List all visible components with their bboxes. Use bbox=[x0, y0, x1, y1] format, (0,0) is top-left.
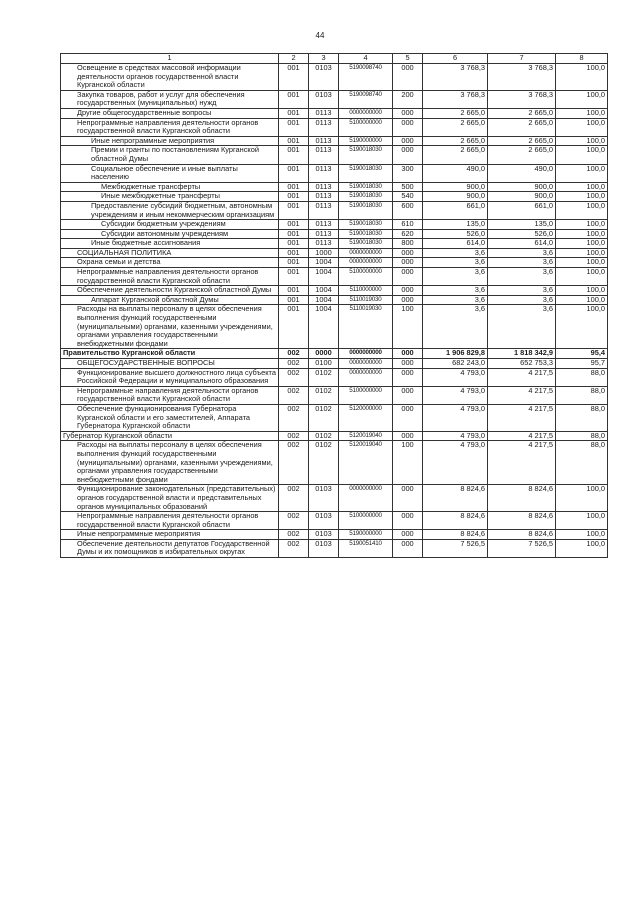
section-code: 0103 bbox=[309, 485, 339, 512]
section-code: 0113 bbox=[309, 192, 339, 202]
expense-type-code: 540 bbox=[393, 192, 423, 202]
planned-amount: 3,6 bbox=[423, 305, 488, 349]
executed-amount: 2 665,0 bbox=[488, 108, 556, 118]
planned-amount: 3,6 bbox=[423, 295, 488, 305]
table-row bbox=[61, 182, 608, 192]
executed-amount: 3 768,3 bbox=[488, 64, 556, 91]
expense-type-code: 000 bbox=[393, 295, 423, 305]
header-cell: 4 bbox=[339, 54, 393, 64]
table-row bbox=[61, 201, 608, 219]
row-name: Охрана семьи и детства bbox=[61, 258, 279, 268]
execution-percent: 88,0 bbox=[556, 431, 608, 441]
expense-type-code: 100 bbox=[393, 305, 423, 349]
department-code: 002 bbox=[279, 431, 309, 441]
executed-amount: 3,6 bbox=[488, 295, 556, 305]
expense-type-code: 000 bbox=[393, 485, 423, 512]
target-article-code: 5190051410 bbox=[339, 539, 393, 557]
executed-amount: 1 818 342,9 bbox=[488, 349, 556, 359]
table-row bbox=[61, 146, 608, 164]
planned-amount: 900,0 bbox=[423, 182, 488, 192]
department-code: 001 bbox=[279, 248, 309, 258]
department-code: 001 bbox=[279, 201, 309, 219]
expense-type-code: 000 bbox=[393, 268, 423, 286]
executed-amount: 2 665,0 bbox=[488, 146, 556, 164]
section-code: 0102 bbox=[309, 404, 339, 431]
target-article-code: 5110019030 bbox=[339, 305, 393, 349]
expense-type-code: 000 bbox=[393, 286, 423, 296]
planned-amount: 3,6 bbox=[423, 268, 488, 286]
section-code: 0113 bbox=[309, 108, 339, 118]
execution-percent: 100,0 bbox=[556, 258, 608, 268]
planned-amount: 7 526,5 bbox=[423, 539, 488, 557]
execution-percent: 100,0 bbox=[556, 530, 608, 540]
department-code: 001 bbox=[279, 229, 309, 239]
planned-amount: 135,0 bbox=[423, 220, 488, 230]
expense-type-code: 000 bbox=[393, 64, 423, 91]
row-name: Субсидии автономным учреждениям bbox=[61, 229, 279, 239]
executed-amount: 661,0 bbox=[488, 201, 556, 219]
department-code: 001 bbox=[279, 295, 309, 305]
section-code: 1004 bbox=[309, 258, 339, 268]
execution-percent: 100,0 bbox=[556, 146, 608, 164]
target-article-code: 5100000000 bbox=[339, 268, 393, 286]
department-code: 001 bbox=[279, 136, 309, 146]
row-name: Обеспечение функционирования Губернатора Курганской области и его заместителей, Аппарата Губернатора Курганской области bbox=[61, 404, 279, 431]
executed-amount: 4 217,5 bbox=[488, 386, 556, 404]
table-row-department-total bbox=[61, 349, 608, 359]
table-row bbox=[61, 220, 608, 230]
target-article-code: 5190000000 bbox=[339, 136, 393, 146]
section-code: 1004 bbox=[309, 295, 339, 305]
target-article-code: 5190018030 bbox=[339, 164, 393, 182]
execution-percent: 95,7 bbox=[556, 359, 608, 369]
executed-amount: 652 753,3 bbox=[488, 359, 556, 369]
department-code: 002 bbox=[279, 349, 309, 359]
target-article-code: 5120000000 bbox=[339, 404, 393, 431]
planned-amount: 3 768,3 bbox=[423, 64, 488, 91]
table-row bbox=[61, 248, 608, 258]
execution-percent: 88,0 bbox=[556, 386, 608, 404]
table-row bbox=[61, 118, 608, 136]
execution-percent: 100,0 bbox=[556, 201, 608, 219]
execution-percent: 88,0 bbox=[556, 441, 608, 485]
expense-type-code: 000 bbox=[393, 146, 423, 164]
executed-amount: 3,6 bbox=[488, 248, 556, 258]
department-code: 001 bbox=[279, 192, 309, 202]
row-name: Межбюджетные трансферты bbox=[61, 182, 279, 192]
target-article-code: 5190018030 bbox=[339, 220, 393, 230]
section-code: 0102 bbox=[309, 431, 339, 441]
budget-table bbox=[60, 53, 608, 558]
table-row bbox=[61, 530, 608, 540]
section-code: 0000 bbox=[309, 349, 339, 359]
planned-amount: 2 665,0 bbox=[423, 118, 488, 136]
target-article-code: 0000000000 bbox=[339, 349, 393, 359]
planned-amount: 4 793,0 bbox=[423, 404, 488, 431]
execution-percent: 100,0 bbox=[556, 295, 608, 305]
department-code: 001 bbox=[279, 220, 309, 230]
executed-amount: 3,6 bbox=[488, 268, 556, 286]
table-row bbox=[61, 192, 608, 202]
expense-type-code: 600 bbox=[393, 201, 423, 219]
row-name: Правительство Курганской области bbox=[61, 349, 279, 359]
header-cell: 7 bbox=[488, 54, 556, 64]
department-code: 001 bbox=[279, 108, 309, 118]
row-name: Расходы на выплаты персоналу в целях обеспечения выполнения функций государственными (муниципальными) органами, казенными учреждениями, органами управления государственными внебюджетными фондами bbox=[61, 441, 279, 485]
expense-type-code: 000 bbox=[393, 349, 423, 359]
planned-amount: 8 824,6 bbox=[423, 485, 488, 512]
table-row bbox=[61, 441, 608, 485]
department-code: 002 bbox=[279, 404, 309, 431]
planned-amount: 4 793,0 bbox=[423, 386, 488, 404]
execution-percent: 100,0 bbox=[556, 108, 608, 118]
target-article-code: 5110000000 bbox=[339, 286, 393, 296]
row-name: Функционирование законодательных (представительных) органов государственной власти и представительных органов муниципальных образований bbox=[61, 485, 279, 512]
row-name: Другие общегосударственные вопросы bbox=[61, 108, 279, 118]
section-code: 0113 bbox=[309, 136, 339, 146]
row-name: Премии и гранты по постановлениям Курганской областной Думы bbox=[61, 146, 279, 164]
row-name: Обеспечение деятельности депутатов Государственной Думы и их помощников в избирательных округах bbox=[61, 539, 279, 557]
row-name: Функционирование высшего должностного лица субъекта Российской Федерации и муниципального образования bbox=[61, 368, 279, 386]
page-number: 44 bbox=[315, 31, 325, 40]
section-code: 0103 bbox=[309, 64, 339, 91]
table-row bbox=[61, 268, 608, 286]
executed-amount: 8 824,6 bbox=[488, 530, 556, 540]
execution-percent: 100,0 bbox=[556, 248, 608, 258]
table-row bbox=[61, 386, 608, 404]
executed-amount: 4 217,5 bbox=[488, 368, 556, 386]
section-code: 0100 bbox=[309, 359, 339, 369]
planned-amount: 8 824,6 bbox=[423, 530, 488, 540]
target-article-code: 0000000000 bbox=[339, 108, 393, 118]
section-code: 0102 bbox=[309, 368, 339, 386]
executed-amount: 3 768,3 bbox=[488, 90, 556, 108]
execution-percent: 100,0 bbox=[556, 286, 608, 296]
row-name: Непрограммные направления деятельности органов государственной власти Курганской области bbox=[61, 268, 279, 286]
target-article-code: 5190018030 bbox=[339, 239, 393, 249]
department-code: 002 bbox=[279, 530, 309, 540]
execution-percent: 100,0 bbox=[556, 485, 608, 512]
target-article-code: 5190000000 bbox=[339, 530, 393, 540]
expense-type-code: 200 bbox=[393, 90, 423, 108]
planned-amount: 1 906 829,8 bbox=[423, 349, 488, 359]
executed-amount: 8 824,6 bbox=[488, 512, 556, 530]
execution-percent: 100,0 bbox=[556, 512, 608, 530]
department-code: 002 bbox=[279, 485, 309, 512]
execution-percent: 100,0 bbox=[556, 239, 608, 249]
table-row bbox=[61, 286, 608, 296]
planned-amount: 2 665,0 bbox=[423, 136, 488, 146]
table-row bbox=[61, 404, 608, 431]
header-cell: 2 bbox=[279, 54, 309, 64]
expense-type-code: 000 bbox=[393, 431, 423, 441]
execution-percent: 100,0 bbox=[556, 268, 608, 286]
execution-percent: 100,0 bbox=[556, 118, 608, 136]
row-name: Иные непрограммные мероприятия bbox=[61, 136, 279, 146]
execution-percent: 100,0 bbox=[556, 90, 608, 108]
department-code: 002 bbox=[279, 359, 309, 369]
section-code: 0103 bbox=[309, 90, 339, 108]
expense-type-code: 100 bbox=[393, 441, 423, 485]
planned-amount: 4 793,0 bbox=[423, 368, 488, 386]
target-article-code: 0000000000 bbox=[339, 258, 393, 268]
header-cell: 3 bbox=[309, 54, 339, 64]
row-name: Освещение в средствах массовой информации деятельности органов государственной власти Курганской области bbox=[61, 64, 279, 91]
planned-amount: 614,0 bbox=[423, 239, 488, 249]
target-article-code: 5190018030 bbox=[339, 201, 393, 219]
section-code: 0113 bbox=[309, 201, 339, 219]
target-article-code: 5190098740 bbox=[339, 90, 393, 108]
executed-amount: 4 217,5 bbox=[488, 404, 556, 431]
target-article-code: 5110019030 bbox=[339, 295, 393, 305]
department-code: 001 bbox=[279, 146, 309, 164]
department-code: 002 bbox=[279, 441, 309, 485]
table-row bbox=[61, 368, 608, 386]
executed-amount: 8 824,6 bbox=[488, 485, 556, 512]
planned-amount: 2 665,0 bbox=[423, 108, 488, 118]
row-name: Социальное обеспечение и иные выплаты населению bbox=[61, 164, 279, 182]
department-code: 001 bbox=[279, 286, 309, 296]
execution-percent: 88,0 bbox=[556, 404, 608, 431]
target-article-code: 0000000000 bbox=[339, 368, 393, 386]
expense-type-code: 500 bbox=[393, 182, 423, 192]
target-article-code: 5100000000 bbox=[339, 512, 393, 530]
department-code: 001 bbox=[279, 90, 309, 108]
planned-amount: 661,0 bbox=[423, 201, 488, 219]
planned-amount: 2 665,0 bbox=[423, 146, 488, 164]
executed-amount: 3,6 bbox=[488, 305, 556, 349]
section-code: 0113 bbox=[309, 164, 339, 182]
target-article-code: 5120019040 bbox=[339, 431, 393, 441]
target-article-code: 5190018030 bbox=[339, 229, 393, 239]
execution-percent: 100,0 bbox=[556, 182, 608, 192]
department-code: 001 bbox=[279, 268, 309, 286]
execution-percent: 100,0 bbox=[556, 64, 608, 91]
expense-type-code: 000 bbox=[393, 512, 423, 530]
executed-amount: 490,0 bbox=[488, 164, 556, 182]
row-name: Аппарат Курганской областной Думы bbox=[61, 295, 279, 305]
table-row bbox=[61, 239, 608, 249]
row-name: Иные межбюджетные трансферты bbox=[61, 192, 279, 202]
section-code: 0102 bbox=[309, 441, 339, 485]
section-code: 0103 bbox=[309, 539, 339, 557]
header-cell: 5 bbox=[393, 54, 423, 64]
header-cell: 8 bbox=[556, 54, 608, 64]
planned-amount: 4 793,0 bbox=[423, 441, 488, 485]
department-code: 001 bbox=[279, 258, 309, 268]
row-name: Субсидии бюджетным учреждениям bbox=[61, 220, 279, 230]
row-name: Закупка товаров, работ и услуг для обеспечения государственных (муниципальных) нужд bbox=[61, 90, 279, 108]
row-name: Иные непрограммные мероприятия bbox=[61, 530, 279, 540]
planned-amount: 4 793,0 bbox=[423, 431, 488, 441]
department-code: 002 bbox=[279, 368, 309, 386]
table-row bbox=[61, 108, 608, 118]
table-row bbox=[61, 258, 608, 268]
expense-type-code: 000 bbox=[393, 368, 423, 386]
section-code: 0113 bbox=[309, 118, 339, 136]
section-code: 1000 bbox=[309, 248, 339, 258]
section-code: 0113 bbox=[309, 220, 339, 230]
expense-type-code: 000 bbox=[393, 386, 423, 404]
section-code: 0102 bbox=[309, 386, 339, 404]
planned-amount: 900,0 bbox=[423, 192, 488, 202]
target-article-code: 5190018030 bbox=[339, 182, 393, 192]
target-article-code: 5100000000 bbox=[339, 386, 393, 404]
expense-type-code: 620 bbox=[393, 229, 423, 239]
expense-type-code: 000 bbox=[393, 258, 423, 268]
planned-amount: 8 824,6 bbox=[423, 512, 488, 530]
header-row bbox=[61, 54, 608, 64]
execution-percent: 100,0 bbox=[556, 192, 608, 202]
expense-type-code: 000 bbox=[393, 108, 423, 118]
planned-amount: 3 768,3 bbox=[423, 90, 488, 108]
execution-percent: 100,0 bbox=[556, 539, 608, 557]
table-row bbox=[61, 229, 608, 239]
expense-type-code: 000 bbox=[393, 118, 423, 136]
executed-amount: 2 665,0 bbox=[488, 136, 556, 146]
expense-type-code: 000 bbox=[393, 530, 423, 540]
row-name: Непрограммные направления деятельности органов государственной власти Курганской области bbox=[61, 512, 279, 530]
department-code: 001 bbox=[279, 64, 309, 91]
expense-type-code: 000 bbox=[393, 539, 423, 557]
department-code: 001 bbox=[279, 118, 309, 136]
target-article-code: 5120019040 bbox=[339, 441, 393, 485]
table-row bbox=[61, 90, 608, 108]
row-name: Обеспечение деятельности Курганской областной Думы bbox=[61, 286, 279, 296]
row-name: СОЦИАЛЬНАЯ ПОЛИТИКА bbox=[61, 248, 279, 258]
execution-percent: 95,4 bbox=[556, 349, 608, 359]
execution-percent: 100,0 bbox=[556, 220, 608, 230]
row-name: ОБЩЕГОСУДАРСТВЕННЫЕ ВОПРОСЫ bbox=[61, 359, 279, 369]
department-code: 001 bbox=[279, 239, 309, 249]
target-article-code: 0000000000 bbox=[339, 485, 393, 512]
executed-amount: 135,0 bbox=[488, 220, 556, 230]
row-name: Губернатор Курганской области bbox=[61, 431, 279, 441]
table-row bbox=[61, 485, 608, 512]
section-code: 0113 bbox=[309, 239, 339, 249]
expense-type-code: 000 bbox=[393, 359, 423, 369]
executed-amount: 4 217,5 bbox=[488, 441, 556, 485]
execution-percent: 100,0 bbox=[556, 305, 608, 349]
expense-type-code: 000 bbox=[393, 404, 423, 431]
expense-type-code: 610 bbox=[393, 220, 423, 230]
section-code: 0113 bbox=[309, 229, 339, 239]
target-article-code: 5190018030 bbox=[339, 192, 393, 202]
table-row bbox=[61, 431, 608, 441]
department-code: 002 bbox=[279, 512, 309, 530]
planned-amount: 3,6 bbox=[423, 248, 488, 258]
row-name: Расходы на выплаты персоналу в целях обеспечения выполнения функций государственными (муниципальными) органами, казенными учреждениями, органами управления государственными внебюджетными фондами bbox=[61, 305, 279, 349]
target-article-code: 0000000000 bbox=[339, 248, 393, 258]
planned-amount: 3,6 bbox=[423, 258, 488, 268]
row-name: Непрограммные направления деятельности органов государственной власти Курганской области bbox=[61, 386, 279, 404]
row-name: Предоставление субсидий бюджетным, автономным учреждениям и иным некоммерческим организациям bbox=[61, 201, 279, 219]
executed-amount: 614,0 bbox=[488, 239, 556, 249]
executed-amount: 2 665,0 bbox=[488, 118, 556, 136]
section-code: 0113 bbox=[309, 182, 339, 192]
table-row bbox=[61, 136, 608, 146]
expense-type-code: 800 bbox=[393, 239, 423, 249]
planned-amount: 490,0 bbox=[423, 164, 488, 182]
target-article-code: 5190098740 bbox=[339, 64, 393, 91]
department-code: 002 bbox=[279, 539, 309, 557]
planned-amount: 526,0 bbox=[423, 229, 488, 239]
header-cell: 1 bbox=[61, 54, 279, 64]
section-code: 1004 bbox=[309, 286, 339, 296]
planned-amount: 3,6 bbox=[423, 286, 488, 296]
section-code: 0103 bbox=[309, 530, 339, 540]
header-cell: 6 bbox=[423, 54, 488, 64]
execution-percent: 100,0 bbox=[556, 136, 608, 146]
executed-amount: 7 526,5 bbox=[488, 539, 556, 557]
expense-type-code: 300 bbox=[393, 164, 423, 182]
department-code: 001 bbox=[279, 305, 309, 349]
table-row bbox=[61, 305, 608, 349]
section-code: 0103 bbox=[309, 512, 339, 530]
section-code: 1004 bbox=[309, 268, 339, 286]
execution-percent: 100,0 bbox=[556, 164, 608, 182]
expense-type-code: 000 bbox=[393, 136, 423, 146]
target-article-code: 0000000000 bbox=[339, 359, 393, 369]
target-article-code: 5190018030 bbox=[339, 146, 393, 164]
executed-amount: 4 217,5 bbox=[488, 431, 556, 441]
table-row bbox=[61, 512, 608, 530]
planned-amount: 682 243,0 bbox=[423, 359, 488, 369]
execution-percent: 100,0 bbox=[556, 229, 608, 239]
department-code: 001 bbox=[279, 164, 309, 182]
table-row bbox=[61, 295, 608, 305]
expense-type-code: 000 bbox=[393, 248, 423, 258]
executed-amount: 3,6 bbox=[488, 286, 556, 296]
row-name: Иные бюджетные ассигнования bbox=[61, 239, 279, 249]
target-article-code: 5100000000 bbox=[339, 118, 393, 136]
section-code: 0113 bbox=[309, 146, 339, 164]
executed-amount: 900,0 bbox=[488, 182, 556, 192]
department-code: 001 bbox=[279, 182, 309, 192]
table-row bbox=[61, 64, 608, 91]
table-row bbox=[61, 164, 608, 182]
row-name: Непрограммные направления деятельности органов государственной власти Курганской области bbox=[61, 118, 279, 136]
department-code: 002 bbox=[279, 386, 309, 404]
executed-amount: 3,6 bbox=[488, 258, 556, 268]
table-row bbox=[61, 539, 608, 557]
execution-percent: 88,0 bbox=[556, 368, 608, 386]
executed-amount: 900,0 bbox=[488, 192, 556, 202]
executed-amount: 526,0 bbox=[488, 229, 556, 239]
table-row bbox=[61, 359, 608, 369]
section-code: 1004 bbox=[309, 305, 339, 349]
